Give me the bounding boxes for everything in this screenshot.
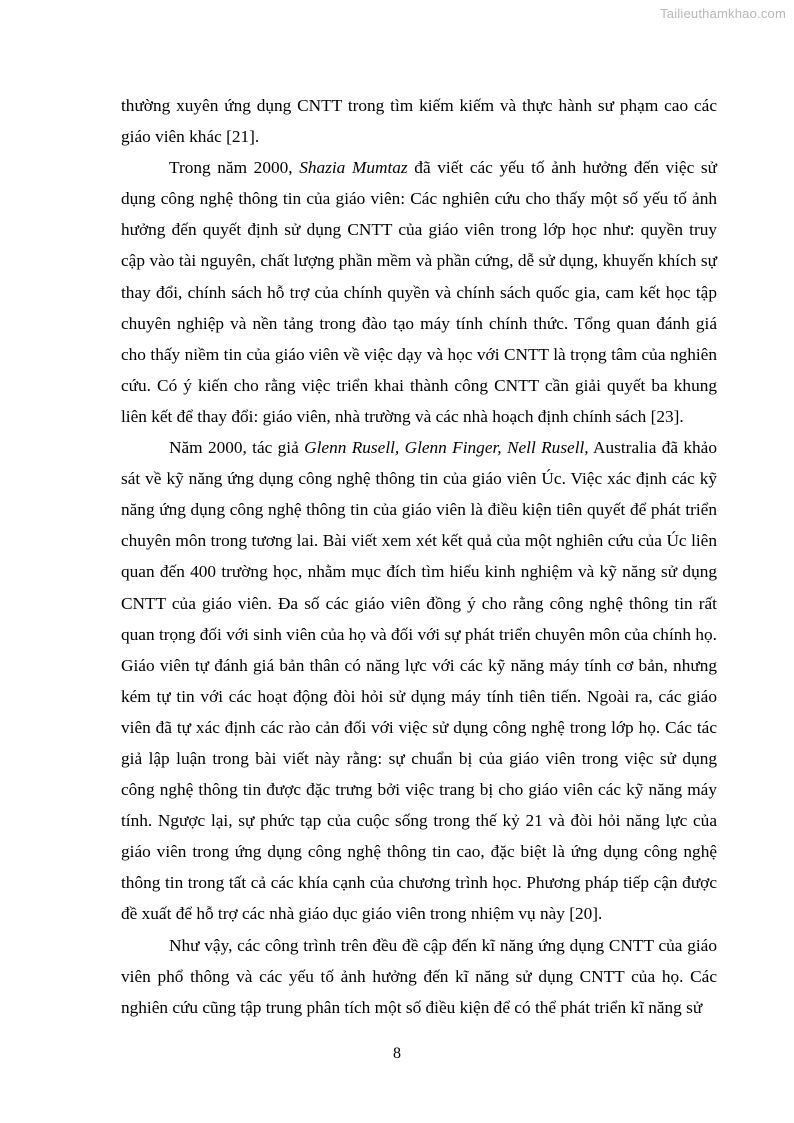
paragraph-shazia-mumtaz: [121, 152, 717, 432]
document-body: [121, 90, 717, 1023]
paragraph-text: Năm 2000, tác giả: [169, 438, 305, 458]
paragraph-text: Trong năm 2000,: [169, 158, 300, 178]
paragraph-glenn-rusell: [121, 432, 717, 930]
paragraph-text: đã viết các yếu tố ảnh hưởng đến việc sử dụng công nghệ thông tin của giáo viên: Các nghiên cứu cho thấy một số yếu tố ảnh hưởng đến quyết định sử dụng CNTT của giáo viên trong lớp học như: quyền truy cập vào tài nguyên, chất lượng phần mềm và phần cứng, dễ sử dụng, khuyến khích sự thay đổi, chính sách hỗ trợ của chính quyền và chính sách quốc gia, cam kết học tập chuyên nghiệp và nền tảng trong đào tạo máy tính chính thức. Tổng quan đánh giá cho thấy niềm tin của giáo viên về việc dạy và học với CNTT là trọng tâm của nghiên cứu. Có ý kiến cho rằng việc triển khai thành công CNTT cần giải quyết ba khung liên kết để thay đổi: giáo viên, nhà trường và các nhà hoạch định chính sách [23].: [121, 158, 717, 426]
paragraph-text: Như vậy, các công trình trên đều đề cập đến kĩ năng ứng dụng CNTT của giáo viên phổ thông và các yếu tố ảnh hưởng đến kĩ năng sử dụng CNTT của họ. Các nghiên cứu cũng tập trung phân tích một số điều kiện để có thể phát triển kĩ năng sử: [121, 935, 717, 1017]
page-number: 8: [393, 1045, 401, 1062]
watermark-text: Tailieuthamkhao.com: [660, 6, 786, 21]
paragraph-text: Australia đã khảo sát về kỹ năng ứng dụng công nghệ thông tin của giáo viên Úc. Việc xác định các kỹ năng ứng dụng công nghệ thông tin của giáo viên là điều kiện tiên quyết để phát triển chuyên môn trong tương lai. Bài viết xem xét kết quả của một nghiên cứu của Úc liên quan đến 400 trường học, nhằm mục đích tìm hiểu kinh nghiệm và kỹ năng sử dụng CNTT của giáo viên. Đa số các giáo viên đồng ý cho rằng công nghệ thông tin rất quan trọng đối với sinh viên của họ và đối với sự phát triển chuyên môn của chính họ. Giáo viên tự đánh giá bản thân có năng lực với các kỹ năng máy tính cơ bản, nhưng kém tự tin với các hoạt động đòi hỏi sử dụng máy tính tiên tiến. Ngoài ra, các giáo viên đã tự xác định các rào cản đối với việc sử dụng công nghệ trong lớp họ. Các tác giả lập luận trong bài viết này rằng: sự chuẩn bị của giáo viên trong việc sử dụng công nghệ thông tin được đặc trưng bởi việc trang bị cho giáo viên các kỹ năng máy tính. Ngược lại, sự phức tạp của cuộc sống trong thế kỷ 21 và đòi hỏi năng lực của giáo viên trong ứng dụng công nghệ thông tin cao, đặc biệt là ứng dụng công nghệ thông tin trong tất cả các khía cạnh của chương trình học. Phương pháp tiếp cận được đề xuất để hỗ trợ các nhà giáo dục giáo viên trong nhiệm vụ này [20].: [121, 438, 717, 924]
author-names: Glenn Rusell, Glenn Finger, Nell Rusell,: [304, 438, 589, 458]
paragraph-summary: [121, 930, 717, 1023]
author-name: Shazia Mumtaz: [299, 158, 408, 178]
paragraph-text: thường xuyên ứng dụng CNTT trong tìm kiếm kiếm và thực hành sư phạm cao các giáo viên khác [21].: [121, 96, 717, 147]
paragraph-continuation: [121, 90, 717, 152]
